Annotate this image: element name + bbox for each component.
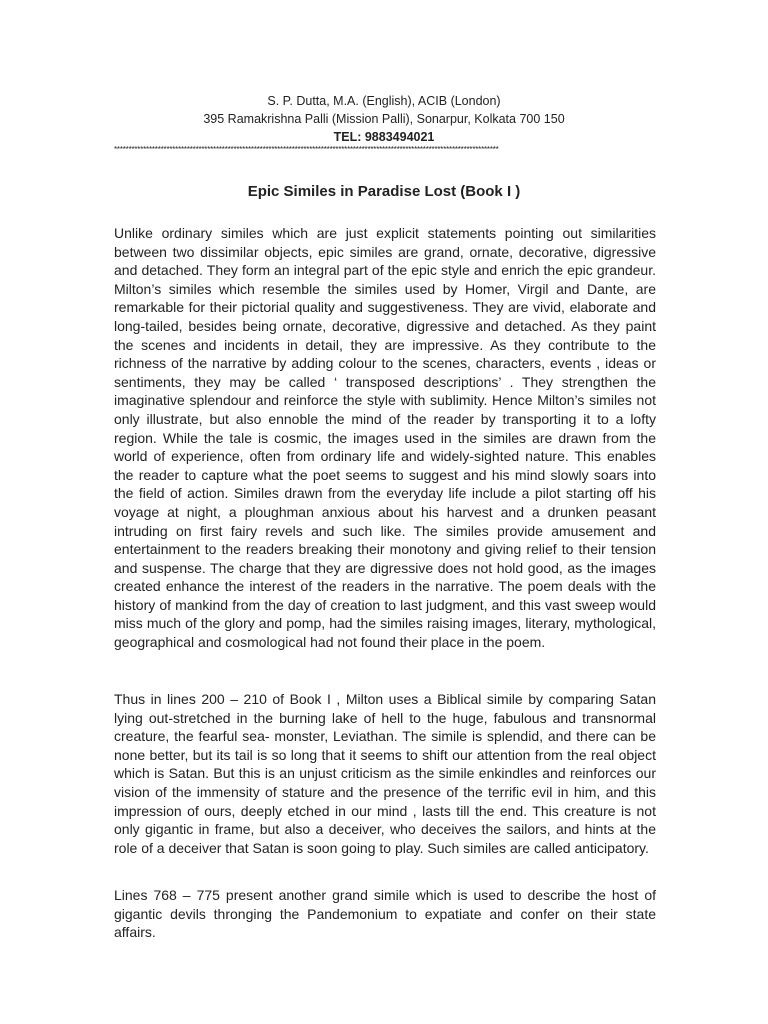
telephone-line: TEL: 9883494021 [333,130,435,144]
address-line: 395 Ramakrishna Palli (Mission Palli), Sonarpur, Kolkata 700 150 [203,112,565,126]
author-line: S. P. Dutta, M.A. (English), ACIB (London) [267,94,501,108]
paragraph-3: Lines 768 – 775 present another grand simile which is used to describe the host of gigantic devils thronging the Pandemonium to expatiate and confer on their state affairs. [114,887,656,941]
paragraph-2: Thus in lines 200 – 210 of Book I , Milton uses a Biblical simile by comparing Satan lying out-stretched in the burning lake of hell to the huge, fabulous and transnormal creature, the fearful sea- monster, Leviathan. The simile is splendid, and there can be none better, but its tail is so long that it seems to shift our attention from the real object which is Satan. But this is an unjust criticism as the simile enkindles and reinforces our vision of the immensity of stature and the presence of the terrific evil in him, and this impression of ours, deeply etched in our mind , lasts till the end. This creature is not only gigantic in frame, but also a deceiver, who deceives the sailors, and hints at the role of a deceiver that Satan is soon going to play. Such similes are called anticipatory. [114,691,656,856]
document-title: Epic Similes in Paradise Lost (Book I ) [247,183,521,200]
asterisk-separator: ************************************************************************************************************************************ [114,145,499,154]
paragraph-1: Unlike ordinary similes which are just explicit statements pointing out similarities between two dissimilar objects, epic similes are grand, ornate, decorative, digressive and detached. They form an integral part of the epic style and enrich the epic grandeur. Milton’s similes which resemble the similes used by Homer, Virgil and Dante, are remarkable for their pictorial quality and suggestiveness. They are vivid, elaborate and long-tailed, besides being ornate, decorative, digressive and detached. As they paint the scenes and incidents in detail, they are impressive. As they contribute to the richness of the narrative by adding colour to the scenes, characters, events , ideas or sentiments, they may be called ‘ transposed descriptions’ . They strengthen the imaginative splendour and reinforce the style with sublimity. Hence Milton’s similes not only illustrate, but also ennoble the mind of the reader by transporting it to a lofty region. While the tale is cosmic, the images used in the similes are drawn from the world of experience, often from ordinary life and widely-sighted nature. This enables the reader to capture what the poet seems to suggest and his mind slowly soars into the field of action. Similes drawn from the everyday life include a pilot starting off his voyage at night, a ploughman anxious about his harvest and a drunken peasant intruding on first fairy revels and such like. The similes provide amusement and entertainment to the readers breaking their monotony and giving relief to their tension and suspense. The charge that they are digressive does not hold good, as the images created enhance the interest of the readers in the narrative. The poem deals with the history of mankind from the day of creation to last judgment, and this vast sweep would miss much of the glory and pomp, had the similes raising images, literary, mythological, geographical and cosmological had not found their place in the poem. [114,225,656,651]
